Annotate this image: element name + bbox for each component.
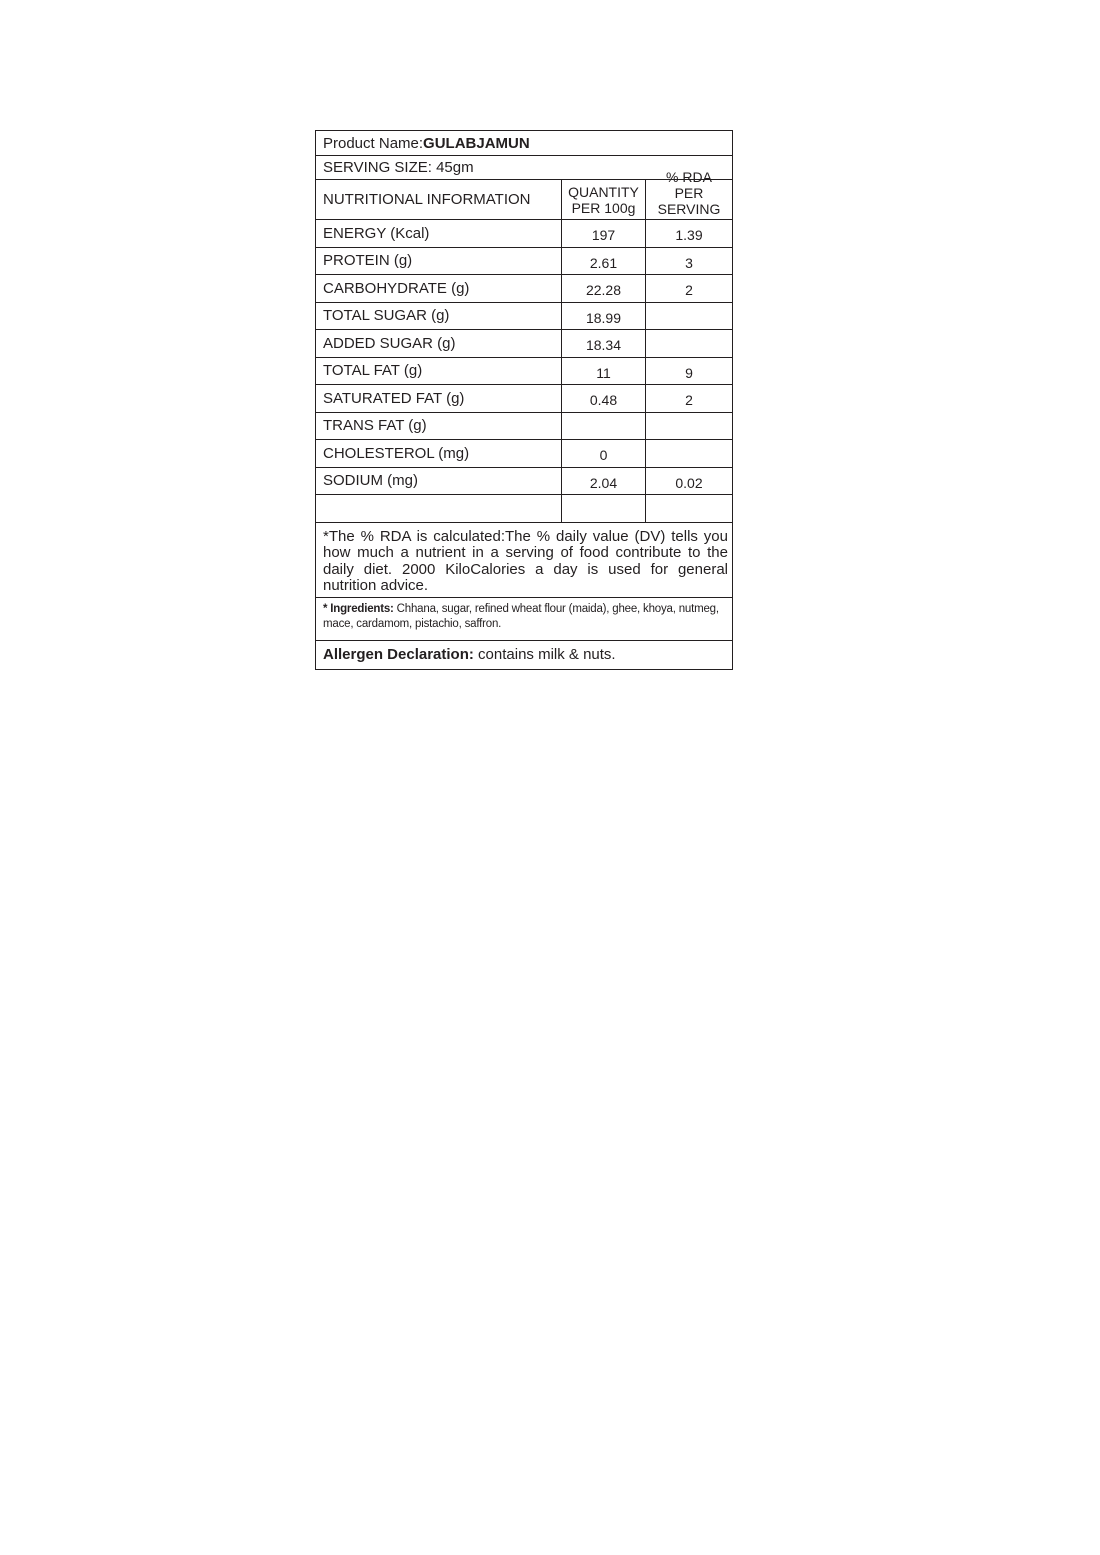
product-name-value: GULABJAMUN <box>423 134 530 152</box>
header-quantity-line2: PER 100g <box>571 199 636 216</box>
nutrient-name: SATURATED FAT (g) <box>323 389 465 407</box>
product-name-row <box>316 131 732 156</box>
nutrient-rda: 1.39 <box>645 220 732 247</box>
nutrient-name: ADDED SUGAR (g) <box>323 334 456 352</box>
nutrient-rda: 0.02 <box>645 468 732 495</box>
table-header-row <box>316 169 732 220</box>
table-row-empty <box>316 495 732 523</box>
nutrient-rda: 2 <box>645 385 732 412</box>
nutrient-quantity: 11 <box>561 358 645 385</box>
nutrient-rda <box>645 440 732 467</box>
rda-note: *The % RDA is calculated:The % daily value (DV) tells you how much a nutrient in a serving of food contribute to the daily diet. 2000 KiloCalories a day is used for general nutrition advice. <box>323 527 728 594</box>
serving-size: SERVING SIZE: 45gm <box>323 159 474 176</box>
header-rda-line1: % RDA <box>666 169 712 185</box>
ingredients <box>316 598 732 640</box>
allergen-label: Allergen Declaration: <box>323 646 474 663</box>
table-row <box>316 440 732 468</box>
table-row <box>316 303 732 331</box>
nutrient-quantity: 0.48 <box>561 385 645 412</box>
nutrient-rda: 3 <box>645 248 732 275</box>
nutrient-quantity: 18.34 <box>561 330 645 357</box>
allergen-declaration <box>316 641 623 669</box>
nutrient-quantity: 0 <box>561 440 645 467</box>
allergen-text: contains milk & nuts. <box>473 646 616 663</box>
product-name <box>316 131 537 155</box>
nutrient-rda: 9 <box>645 358 732 385</box>
nutrient-name: ENERGY (Kcal) <box>323 224 430 242</box>
nutrient-rda <box>645 303 732 330</box>
nutrient-name: TRANS FAT (g) <box>323 417 427 435</box>
nutrient-quantity <box>561 495 645 522</box>
nutrient-name: CARBOHYDRATE (g) <box>323 279 470 297</box>
nutrient-quantity: 22.28 <box>561 275 645 302</box>
nutrient-name: CHOLESTEROL (mg) <box>323 444 470 462</box>
ingredients-row <box>316 598 732 641</box>
nutrient-rda <box>645 330 732 357</box>
nutrient-quantity: 2.61 <box>561 248 645 275</box>
nutrient-name: PROTEIN (g) <box>323 252 413 270</box>
nutrient-quantity: 2.04 <box>561 468 645 495</box>
allergen-row <box>316 641 732 669</box>
nutrient-quantity: 18.99 <box>561 303 645 330</box>
nutrient-quantity <box>561 413 645 440</box>
nutrient-quantity: 197 <box>561 220 645 247</box>
nutrient-rda: 2 <box>645 275 732 302</box>
table-row <box>316 330 732 358</box>
nutrient-rda <box>645 413 732 440</box>
header-quantity <box>561 180 645 219</box>
rda-note-row <box>316 523 732 598</box>
table-row <box>316 220 732 248</box>
header-quantity-line1: QUANTITY <box>568 183 639 200</box>
table-row <box>316 413 732 441</box>
table-row <box>316 275 732 303</box>
header-rda-line2: PER SERVING <box>657 185 721 217</box>
nutrient-name <box>316 495 561 522</box>
nutrient-rda <box>645 495 732 522</box>
nutrient-name: TOTAL SUGAR (g) <box>323 307 450 325</box>
product-name-label: Product Name: <box>323 134 424 152</box>
table-row <box>316 385 732 413</box>
ingredients-text: Chhana, sugar, refined wheat flour (maida), ghee, khoya, nutmeg, mace, cardamom, pistachio, saffron. <box>323 602 719 630</box>
table-row <box>316 358 732 386</box>
table-row <box>316 248 732 276</box>
nutrient-name: SODIUM (mg) <box>323 472 418 490</box>
table-row <box>316 468 732 496</box>
header-nutritional-information: NUTRITIONAL INFORMATION <box>323 191 531 208</box>
nutrient-name: TOTAL FAT (g) <box>323 362 423 380</box>
header-rda <box>645 169 732 219</box>
ingredients-label: * Ingredients: <box>323 602 394 615</box>
nutrition-label <box>315 130 733 670</box>
